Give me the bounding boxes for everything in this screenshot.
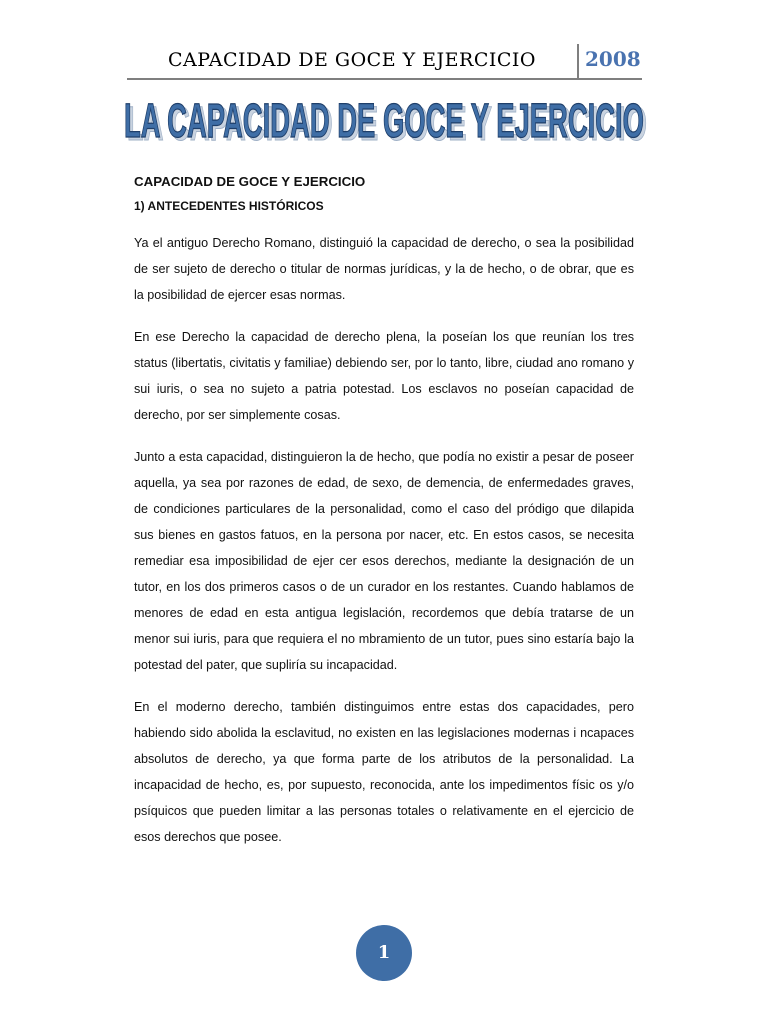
paragraph-1: Ya el antiguo Derecho Romano, distinguió la capacidad de derecho, o sea la posibilidad de ser sujeto de derecho o titular de normas jurídicas, y la de hecho, o de obrar, que es la posibilidad de ejercer esas normas. xyxy=(134,236,634,302)
paragraph-3: Junto a esta capacidad, distinguieron la de hecho, que podía no existir a pesar de poseer aquella, ya sea por razones de edad, de sexo, de demencia, de enfermedades graves, de condiciones particulares de la personalidad, como el caso del pródigo que dilapida sus bienes en gastos fatuos, en la persona por nacer, etc. En estos casos, se necesita remediar esa imposibilidad de ejer cer esos derechos, mediante la designación de un tutor, en los dos primeros casos o de un curador en los restantes. Cuando hablamos de menores de edad en esta antigua legislación, recordemos que debía tratarse de un menor sui iuris, para que requiera el no mbramiento de un tutor, pues sino estaría bajo la potestad del pater, que supliría su incapacidad. xyxy=(134,450,634,672)
wordart-shadow: LA CAPACIDAD DE GOCE Y EJERCICIO xyxy=(127,98,647,144)
page-number-badge: 1 xyxy=(356,925,412,981)
header-divider xyxy=(577,44,579,78)
paragraph-2: En ese Derecho la capacidad de derecho plena, la poseían los que reunían los tres status (libertatis, civitatis y familiae) debiendo ser, por lo tanto, libre, ciudad ano romano y sui iuris, o sea no sujeto a patria potestad. Los esclavos no poseían capacidad de derecho, por ser simplemente cosas. xyxy=(134,330,634,422)
wordart-text: LA CAPACIDAD DE GOCE Y EJERCICIO xyxy=(124,95,644,144)
document-body xyxy=(134,172,634,866)
page-header xyxy=(127,42,642,80)
header-year: 2008 xyxy=(585,47,641,71)
section-heading: CAPACIDAD DE GOCE Y EJERCICIO xyxy=(134,174,366,189)
header-title: CAPACIDAD DE GOCE Y EJERCICIO xyxy=(167,49,537,71)
section-subheading: 1) ANTECEDENTES HISTÓRICOS xyxy=(134,199,324,213)
paragraph-4: En el moderno derecho, también distinguimos entre estas dos capacidades, pero habiendo sido abolida la esclavitud, no existen en las legislaciones modernas i ncapaces absolutos de derecho, ya que forma parte de los atributos de la personalidad. La incapacidad de hecho, es, por supuesto, reconocida, ante los impedimentos físic os y/o psíquicos que pueden limitar a las personas totales o relativamente en el ejercicio de esos derechos que posee. xyxy=(134,700,634,844)
wordart-banner xyxy=(110,92,658,144)
